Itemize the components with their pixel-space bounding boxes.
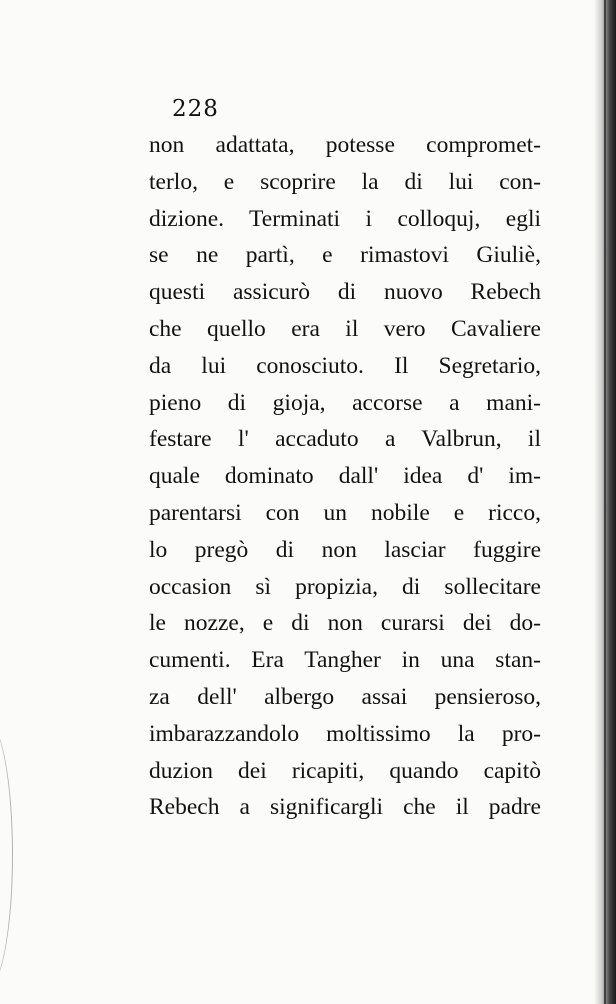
text-line: imbarazzandolo moltissimo la pro- (149, 720, 541, 747)
page-edge-curve (0, 720, 13, 990)
gutter-line (604, 0, 606, 1004)
text-line: quale dominato dall' idea d' im- (149, 463, 541, 490)
text-line: se ne partì, e rimastovi Giuliè, (149, 242, 541, 269)
text-line: da lui conosciuto. Il Segretario, (149, 352, 541, 379)
body-text (149, 127, 541, 826)
text-line: dizione. Terminati i colloquj, egli (149, 205, 541, 232)
text-line: lo pregò di non lasciar fuggire (149, 536, 541, 563)
text-line: festare l' accaduto a Valbrun, il (149, 426, 541, 453)
text-line: parentarsi con un nobile e ricco, (149, 499, 541, 526)
page-number: 228 (172, 96, 219, 122)
text-line: za dell' albergo assai pensieroso, (149, 683, 541, 710)
text-line: le nozze, e di non curarsi dei do- (149, 610, 541, 637)
text-line: cumenti. Era Tangher in una stan- (149, 647, 541, 674)
text-line: Rebech a significargli che il padre (149, 794, 541, 821)
text-line: non adattata, potesse compromet- (149, 132, 541, 158)
text-line: occasion sì propizia, di sollecitare (149, 573, 541, 600)
text-line: questi assicurò di nuovo Rebech (149, 279, 541, 306)
text-line: che quello era il vero Cavaliere (149, 315, 541, 342)
text-line: terlo, e scoprire la di lui con- (149, 168, 541, 195)
text-line: pieno di gioja, accorse a mani- (149, 389, 541, 416)
text-line: duzion dei ricapiti, quando capitò (149, 757, 541, 784)
